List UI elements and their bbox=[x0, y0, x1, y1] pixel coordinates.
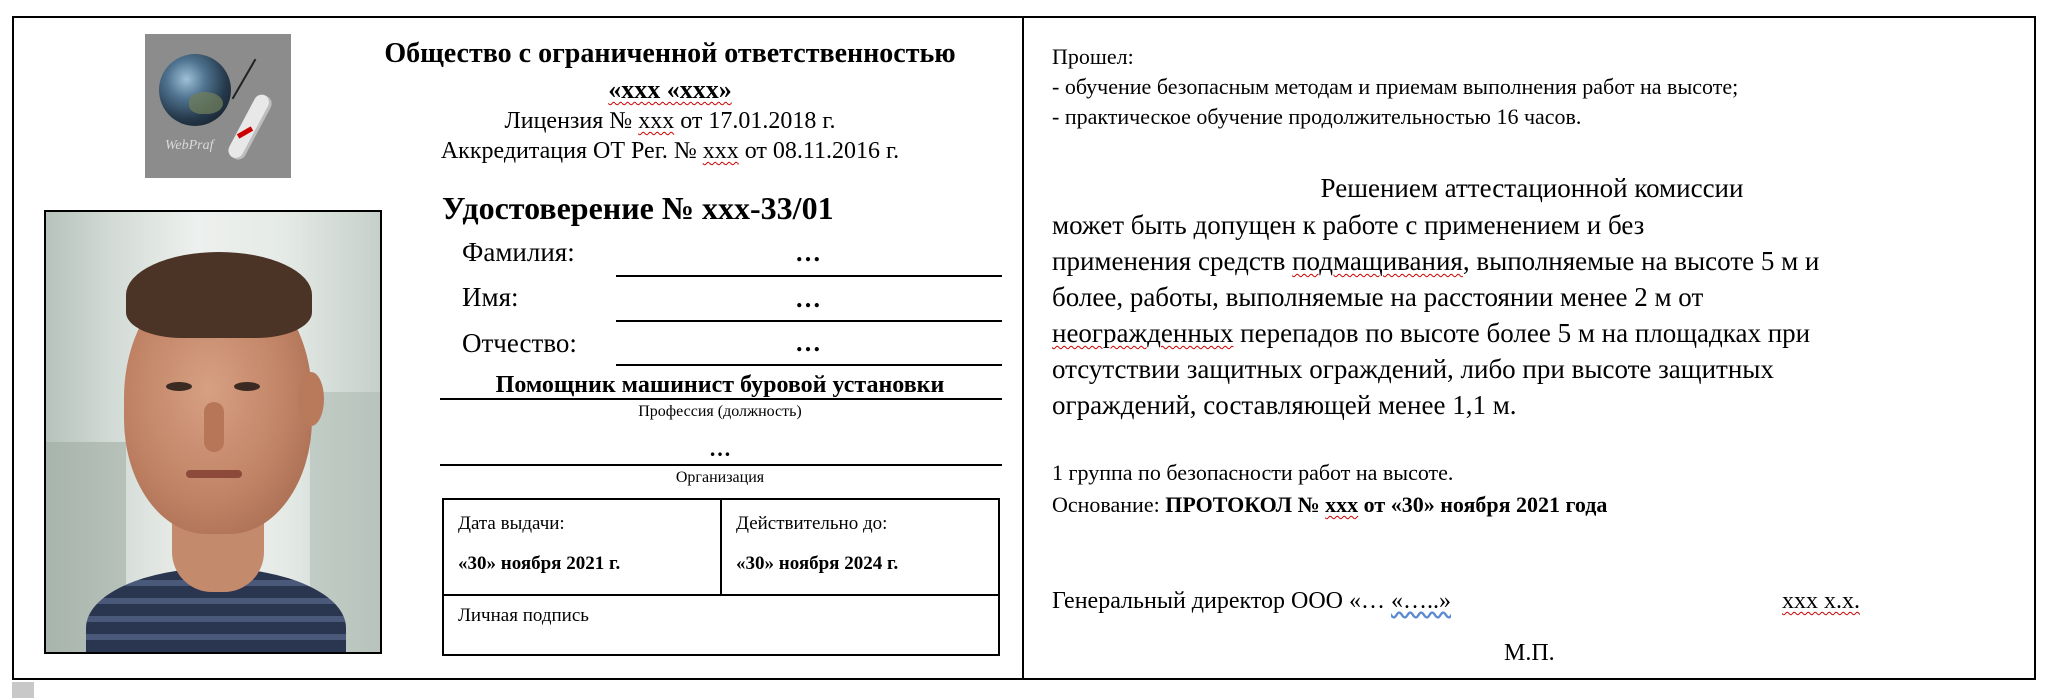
director-name: xxx x.x. bbox=[1782, 588, 1860, 614]
patronymic-line bbox=[616, 364, 1002, 366]
signature-label: Личная подпись bbox=[458, 605, 589, 626]
accreditation-number: xxx bbox=[702, 138, 739, 164]
director-line: Генеральный директор ООО «… «…..» bbox=[1052, 588, 1452, 614]
satellite-icon bbox=[232, 59, 257, 100]
accreditation-line: Аккредитация ОТ Рег. № xxx от 08.11.2016 г. bbox=[440, 138, 900, 164]
basis-line: Основание: ПРОТОКОЛ № xxx от «30» ноября 2021 года bbox=[1052, 492, 1608, 517]
page-divider bbox=[1022, 16, 1024, 680]
organization-value: … bbox=[709, 436, 731, 461]
surname-label: Фамилия: bbox=[462, 237, 575, 267]
holder-photo bbox=[44, 210, 382, 654]
patronymic-value: … bbox=[795, 328, 821, 357]
page-corner bbox=[12, 682, 34, 698]
passed-item-1: - обучение безопасным методам и приемам выполнения работ на высоте; bbox=[1052, 74, 1739, 99]
name-value: … bbox=[795, 284, 821, 313]
commission-title: Решением аттестационной комиссии bbox=[1320, 173, 1744, 203]
seal-label: М.П. bbox=[1504, 640, 1555, 666]
profession-line bbox=[440, 398, 1002, 400]
dates-table bbox=[442, 498, 1000, 656]
decision-line-1: может быть допущен к работе с применением и без bbox=[1052, 210, 1645, 240]
license-line: Лицензия № xxx от 17.01.2018 г. bbox=[504, 108, 836, 134]
passed-label: Прошел: bbox=[1052, 44, 1134, 69]
org-title: Общество с ограниченной ответственностью bbox=[384, 38, 956, 69]
profession-value: Помощник машинист буровой установки bbox=[495, 372, 945, 398]
decision-line-6: ограждений, составляющей менее 1,1 м. bbox=[1052, 390, 1517, 420]
group-line: 1 группа по безопасности работ на высоте. bbox=[1052, 460, 1454, 485]
issue-date-label: Дата выдачи: bbox=[458, 513, 565, 534]
org-name: «xxx «xxx» bbox=[608, 75, 732, 104]
decision-line-2: применения средств подмащивания, выполняемые на высоте 5 м и bbox=[1052, 246, 1820, 276]
organization-line bbox=[440, 464, 1002, 466]
valid-until-label: Действительно до: bbox=[736, 513, 888, 534]
logo-text: WebPraf bbox=[165, 138, 214, 153]
passed-item-2: - практическое обучение продолжительностью 16 часов. bbox=[1052, 104, 1582, 129]
organization-caption: Организация bbox=[675, 469, 765, 486]
issue-date-value: «30» ноября 2021 г. bbox=[458, 553, 621, 574]
company-logo bbox=[145, 34, 291, 178]
globe-icon bbox=[159, 54, 231, 126]
decision-line-4: неогражденных перепадов по высоте более 5 м на площадках при bbox=[1052, 318, 1811, 348]
name-line bbox=[616, 320, 1002, 322]
decision-line-5: отсутствии защитных ограждений, либо при высоте защитных bbox=[1052, 354, 1774, 384]
surname-line bbox=[616, 275, 1002, 277]
surname-value: … bbox=[795, 238, 821, 267]
name-label: Имя: bbox=[462, 282, 519, 312]
patronymic-label: Отчество: bbox=[462, 328, 577, 358]
license-number: xxx bbox=[638, 108, 675, 134]
decision-line-3: более, работы, выполняемые на расстоянии менее 2 м от bbox=[1052, 282, 1704, 312]
certificate-title: Удостоверение № xxx-33/01 bbox=[442, 190, 834, 226]
profession-caption: Профессия (должность) bbox=[638, 403, 802, 420]
valid-until-value: «30» ноября 2024 г. bbox=[736, 553, 899, 574]
